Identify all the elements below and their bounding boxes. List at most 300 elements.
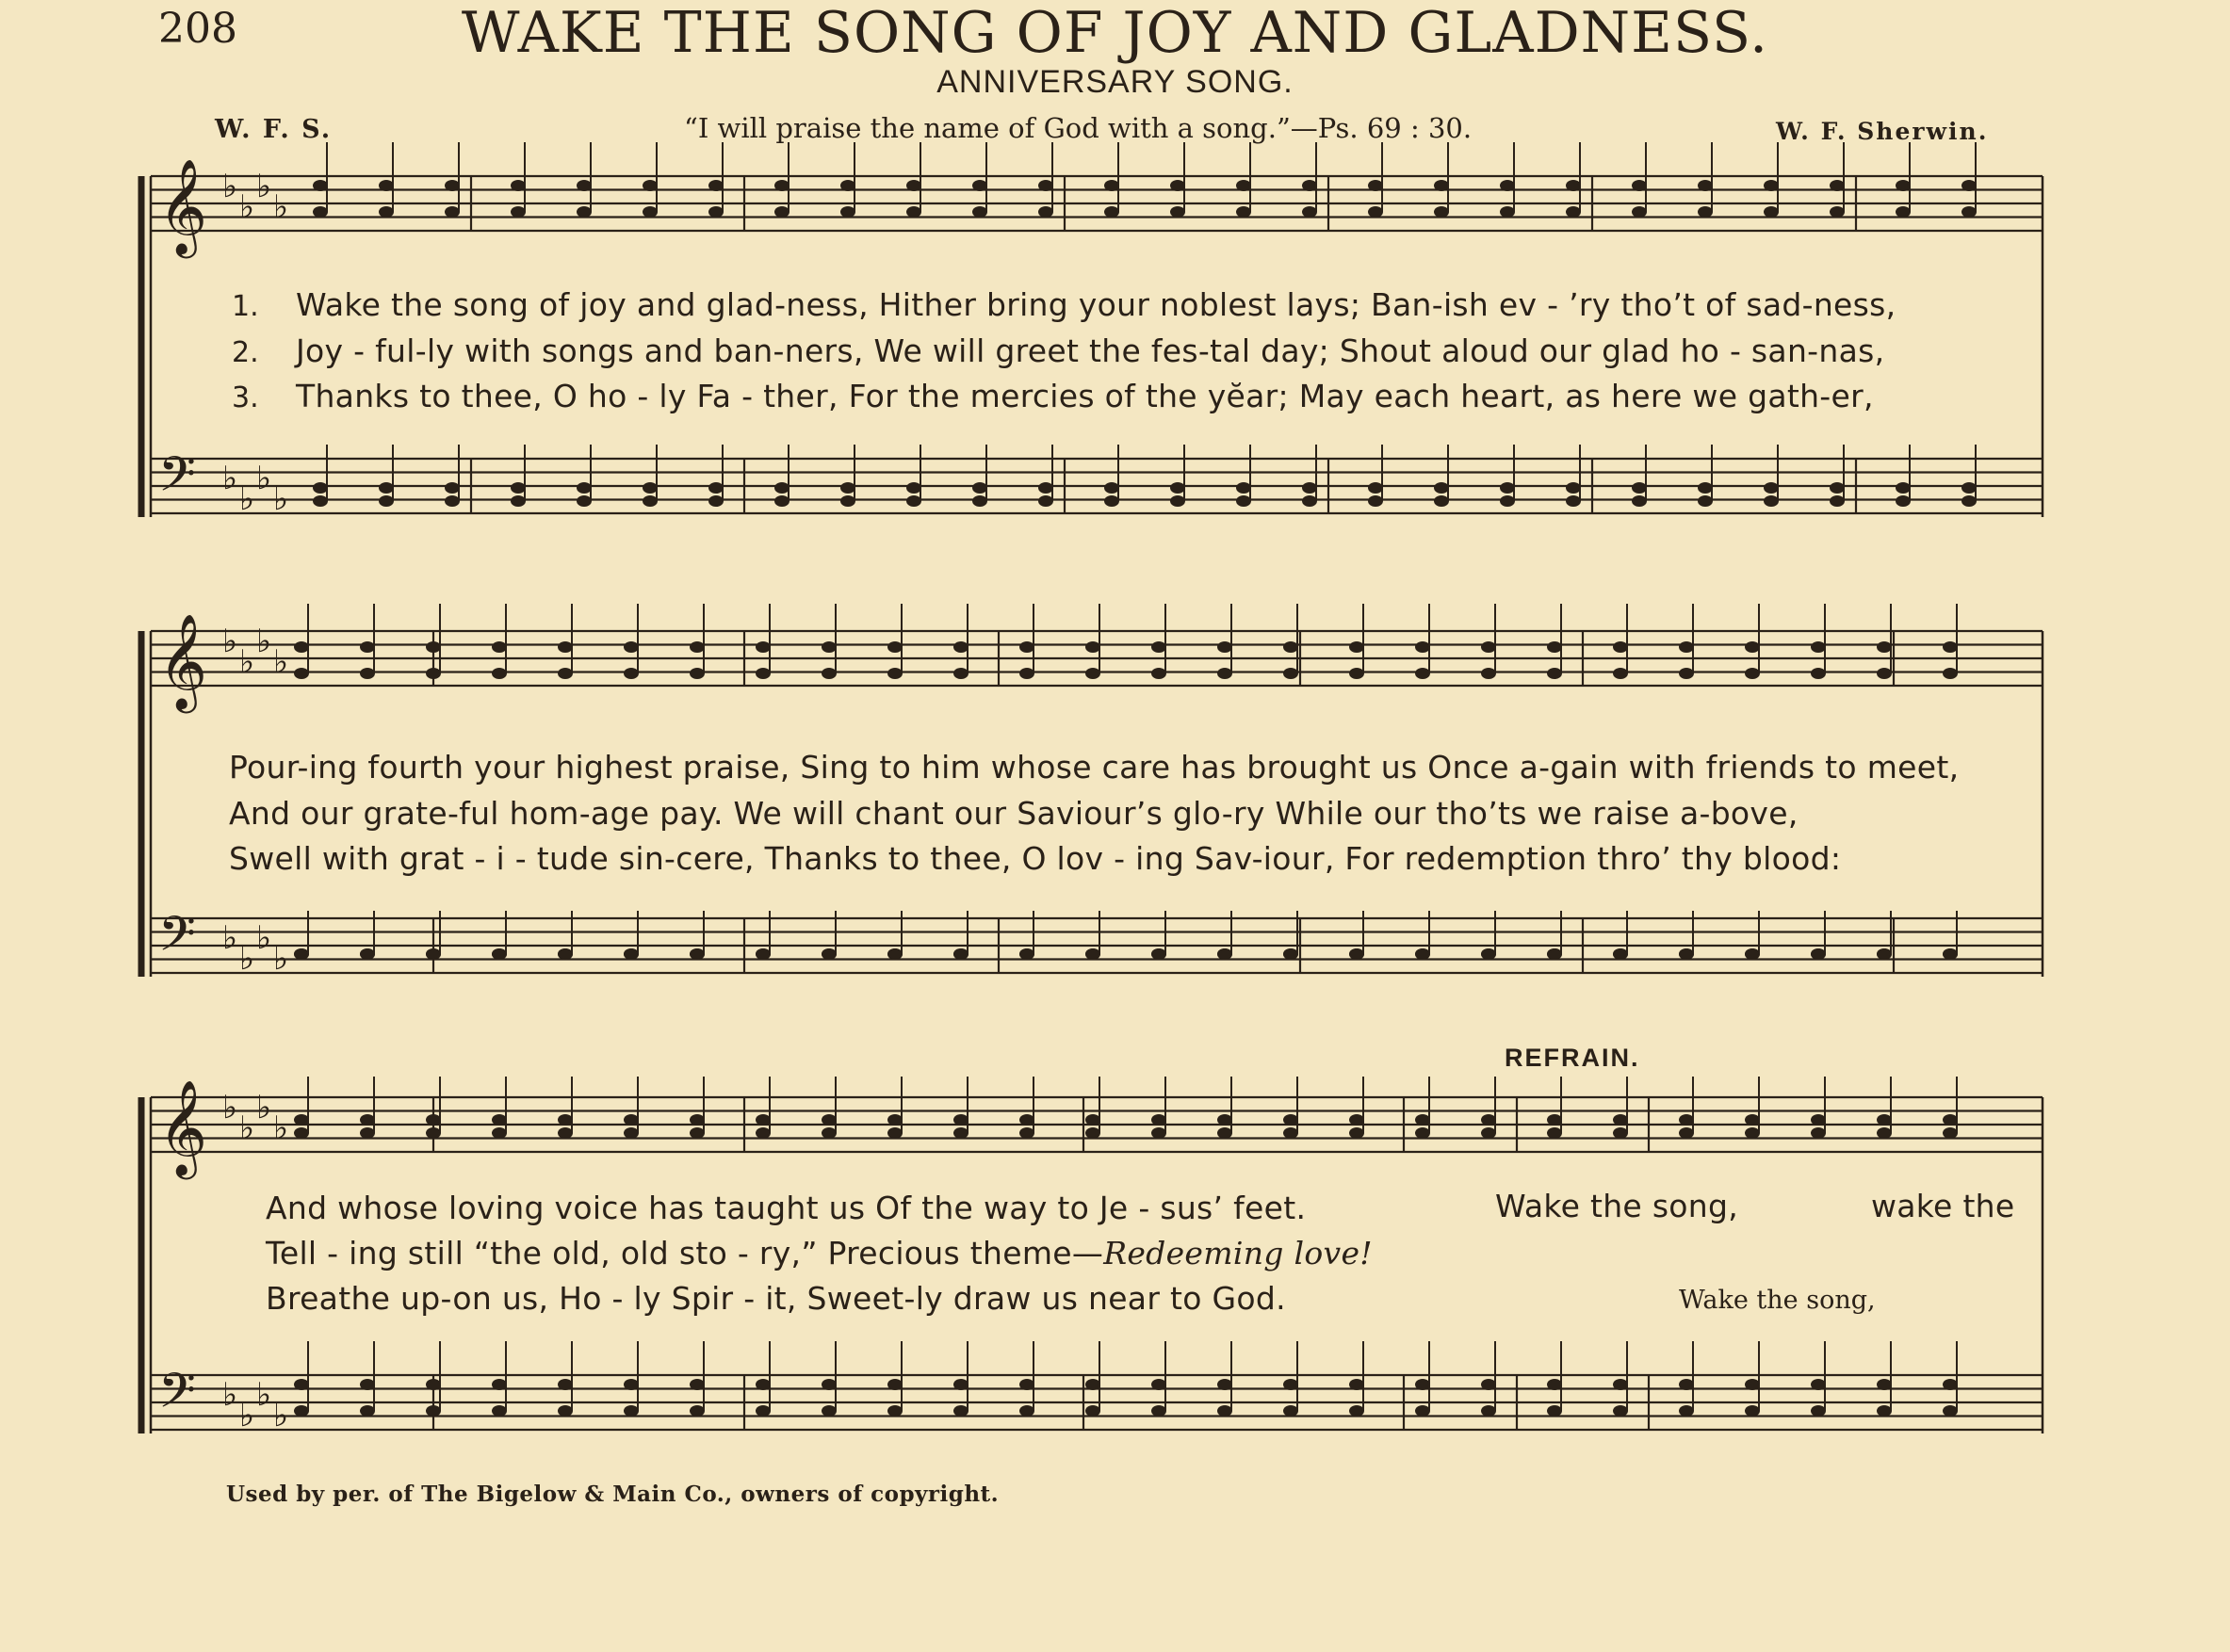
note-head [1830, 180, 1845, 191]
note-head [1830, 206, 1845, 218]
note-head [690, 948, 705, 960]
note-head [1500, 495, 1515, 507]
note-head [1811, 1405, 1826, 1417]
flat-sign-icon: ♭ [222, 460, 238, 497]
note-head [1170, 495, 1185, 507]
note-head [426, 1405, 441, 1417]
note-head [1698, 206, 1713, 218]
note-head [887, 641, 903, 653]
note-head [822, 1405, 837, 1417]
note-head [1500, 180, 1515, 191]
note-head [1151, 1379, 1166, 1390]
lyric-line: Joy - ful-ly with songs and ban-ners, We will greet the fes-tal day; Shout aloud our glad ho - san-nas, [296, 332, 1885, 369]
note-head [1085, 1114, 1100, 1126]
note-head [1613, 948, 1628, 960]
note-head [1283, 1127, 1298, 1139]
note-head [690, 641, 705, 653]
note-head [708, 180, 724, 191]
note-head [1764, 180, 1779, 191]
note-head [1283, 641, 1298, 653]
note-head [774, 495, 789, 507]
note-head [953, 668, 969, 679]
note-head [1613, 1114, 1628, 1126]
note-head [1481, 1127, 1496, 1139]
note-head [1217, 641, 1232, 653]
note-head [294, 641, 309, 653]
note-head [294, 1379, 309, 1390]
note-head [313, 180, 328, 191]
note-head [1547, 948, 1562, 960]
note-head [1632, 482, 1647, 494]
note-head [643, 495, 658, 507]
note-head [708, 206, 724, 218]
note-head [1151, 1114, 1166, 1126]
lyric-italic: Redeeming love! [1103, 1235, 1373, 1271]
note-head [690, 1405, 705, 1417]
note-head [426, 1114, 441, 1126]
note-head [1434, 206, 1449, 218]
note-head [1283, 1405, 1298, 1417]
note-head [313, 206, 328, 218]
note-head [708, 495, 724, 507]
note-head [1019, 1405, 1034, 1417]
note-head [1961, 482, 1977, 494]
note-head [1764, 482, 1779, 494]
note-head [426, 948, 441, 960]
note-head [953, 1405, 969, 1417]
note-head [1613, 1379, 1628, 1390]
treble-clef-icon: 𝄞 [158, 1078, 208, 1175]
lyric-line: And whose loving voice has taught us Of the way to Je - sus’ feet. [266, 1190, 1307, 1226]
note-head [1877, 1405, 1892, 1417]
note-head [822, 1114, 837, 1126]
note-head [511, 206, 526, 218]
note-head [1283, 668, 1298, 679]
note-head [1085, 1379, 1100, 1390]
note-head [1217, 668, 1232, 679]
note-head [690, 668, 705, 679]
flat-sign-icon: ♭ [222, 1089, 238, 1126]
note-head [1745, 641, 1760, 653]
note-head [840, 482, 855, 494]
note-head [1085, 1405, 1100, 1417]
note-head [1745, 948, 1760, 960]
note-head [426, 1127, 441, 1139]
note-head [1943, 948, 1958, 960]
note-head [1877, 668, 1892, 679]
lyric-line: Breathe up-on us, Ho - ly Spir - it, Sweet-ly draw us near to God. [266, 1280, 1286, 1317]
note-head [1896, 495, 1911, 507]
note-head [360, 1405, 375, 1417]
note-head [1745, 1127, 1760, 1139]
note-head [1085, 1127, 1100, 1139]
note-head [1038, 180, 1053, 191]
note-head [492, 948, 507, 960]
flat-sign-icon: ♭ [273, 940, 289, 978]
flat-sign-icon: ♭ [256, 1089, 272, 1126]
note-head [1943, 1127, 1958, 1139]
note-head [822, 1127, 837, 1139]
note-head [1217, 1379, 1232, 1390]
note-head [774, 206, 789, 218]
note-head [1019, 668, 1034, 679]
note-head [822, 668, 837, 679]
note-head [690, 1114, 705, 1126]
note-head [1547, 1379, 1562, 1390]
note-head [1415, 1114, 1430, 1126]
note-head [1302, 482, 1317, 494]
hymn-subtitle: ANNIVERSARY SONG. [936, 64, 1294, 100]
lyric-line: And our grate-ful hom-age pay. We will chant our Saviour’s glo-ry While our tho’ts we raise a-bove, [229, 795, 1799, 832]
copyright-footer: Used by per. of The Bigelow & Main Co., owners of copyright. [226, 1482, 1000, 1507]
note-head [1547, 1114, 1562, 1126]
note-head [1547, 641, 1562, 653]
note-head [1830, 482, 1845, 494]
lyric-line: Wake the song of joy and glad-ness, Hither bring your noblest lays; Ban-ish ev - ’ry tho’t of sad-ness, [296, 286, 1896, 323]
note-head [1236, 482, 1251, 494]
flat-sign-icon: ♭ [273, 643, 289, 681]
flat-sign-icon: ♭ [256, 1376, 272, 1414]
note-head [492, 1114, 507, 1126]
note-head [1943, 1405, 1958, 1417]
flat-sign-icon: ♭ [273, 188, 289, 226]
note-head [1613, 668, 1628, 679]
note-head [1877, 1127, 1892, 1139]
note-head [445, 482, 460, 494]
note-head [379, 482, 394, 494]
note-head [624, 948, 639, 960]
note-head [1368, 482, 1383, 494]
note-head [360, 1114, 375, 1126]
note-head [906, 495, 921, 507]
note-head [1434, 495, 1449, 507]
note-head [1566, 482, 1581, 494]
note-head [1349, 1127, 1364, 1139]
note-head [577, 180, 592, 191]
note-head [1811, 1114, 1826, 1126]
note-head [624, 1114, 639, 1126]
note-head [1613, 641, 1628, 653]
note-head [1764, 206, 1779, 218]
note-head [906, 206, 921, 218]
note-head [1368, 180, 1383, 191]
verse-number: 1. [232, 290, 259, 323]
note-head [492, 668, 507, 679]
note-head [1481, 948, 1496, 960]
note-head [360, 641, 375, 653]
note-head [1368, 495, 1383, 507]
note-head [1811, 668, 1826, 679]
composer-name: W. F. Sherwin. [1776, 118, 1989, 145]
flat-sign-icon: ♭ [273, 1109, 289, 1147]
note-head [1679, 1114, 1694, 1126]
note-head [1302, 180, 1317, 191]
note-head [492, 1127, 507, 1139]
note-head [1217, 1127, 1232, 1139]
note-head [1877, 1114, 1892, 1126]
note-head [1698, 482, 1713, 494]
note-head [1170, 482, 1185, 494]
note-head [1019, 1127, 1034, 1139]
note-head [756, 1127, 771, 1139]
note-head [1434, 482, 1449, 494]
note-head [1151, 668, 1166, 679]
note-head [1481, 1379, 1496, 1390]
note-head [972, 482, 987, 494]
note-head [1943, 1379, 1958, 1390]
note-head [756, 668, 771, 679]
note-head [624, 641, 639, 653]
note-head [1500, 482, 1515, 494]
note-head [1547, 668, 1562, 679]
bass-clef-icon: 𝄢 [158, 905, 196, 974]
note-head [445, 206, 460, 218]
note-head [1085, 948, 1100, 960]
note-head [511, 495, 526, 507]
note-head [1349, 668, 1364, 679]
note-head [1745, 1405, 1760, 1417]
note-head [558, 1379, 573, 1390]
note-head [624, 1127, 639, 1139]
note-head [1566, 495, 1581, 507]
note-head [972, 180, 987, 191]
note-head [1085, 641, 1100, 653]
note-head [558, 1114, 573, 1126]
note-head [1349, 641, 1364, 653]
note-head [1566, 206, 1581, 218]
note-head [1961, 180, 1977, 191]
note-head [1038, 206, 1053, 218]
note-head [822, 948, 837, 960]
lyric-line: Swell with grat - i - tude sin-cere, Thanks to thee, O lov - ing Sav-iour, For redemption thro’ thy blood: [229, 840, 1842, 877]
verse-number: 2. [232, 336, 259, 369]
note-head [1764, 495, 1779, 507]
lyric-line: Pour-ing fourth your highest praise, Sing to him whose care has brought us Once a-gain with friends to meet, [229, 749, 1960, 786]
note-head [379, 206, 394, 218]
note-head [426, 1379, 441, 1390]
note-head [1961, 206, 1977, 218]
note-head [840, 495, 855, 507]
note-head [1415, 641, 1430, 653]
flat-sign-icon: ♭ [256, 168, 272, 205]
note-head [294, 1114, 309, 1126]
note-head [294, 1127, 309, 1139]
note-head [511, 180, 526, 191]
flat-sign-icon: ♭ [222, 168, 238, 205]
note-head [774, 482, 789, 494]
note-head [756, 1379, 771, 1390]
note-head [624, 1379, 639, 1390]
note-head [1679, 948, 1694, 960]
note-head [1698, 495, 1713, 507]
note-head [840, 180, 855, 191]
note-head [294, 1405, 309, 1417]
note-head [445, 180, 460, 191]
note-head [690, 1127, 705, 1139]
note-head [643, 482, 658, 494]
note-head [1283, 948, 1298, 960]
note-head [1019, 948, 1034, 960]
note-head [906, 180, 921, 191]
treble-clef-icon: 𝄞 [158, 612, 208, 709]
scripture-reference: “I will praise the name of God with a song.”—Ps. 69 : 30. [684, 112, 1473, 144]
note-head [1632, 180, 1647, 191]
note-head [1019, 1114, 1034, 1126]
note-head [1415, 1405, 1430, 1417]
note-head [1811, 641, 1826, 653]
note-head [708, 482, 724, 494]
note-head [756, 641, 771, 653]
note-head [558, 948, 573, 960]
note-head [1547, 1127, 1562, 1139]
note-head [379, 180, 394, 191]
author-initials: W. F. S. [215, 115, 333, 144]
note-head [360, 948, 375, 960]
note-head [1811, 1379, 1826, 1390]
note-head [1745, 1114, 1760, 1126]
note-head [1236, 495, 1251, 507]
note-head [1434, 180, 1449, 191]
note-head [1896, 180, 1911, 191]
note-head [1019, 641, 1034, 653]
note-head [360, 1379, 375, 1390]
refrain-lyric: Wake the song, [1495, 1188, 1739, 1224]
flat-sign-icon: ♭ [273, 480, 289, 518]
note-head [360, 668, 375, 679]
note-head [887, 1114, 903, 1126]
treble-clef-icon: 𝄞 [158, 157, 208, 254]
note-head [558, 1405, 573, 1417]
note-head [756, 1405, 771, 1417]
note-head [558, 641, 573, 653]
note-head [972, 495, 987, 507]
note-head [1151, 1405, 1166, 1417]
note-head [756, 948, 771, 960]
note-head [1632, 206, 1647, 218]
note-head [953, 948, 969, 960]
note-head [1481, 668, 1496, 679]
note-head [1877, 1379, 1892, 1390]
note-head [558, 668, 573, 679]
note-head [1104, 206, 1119, 218]
note-head [1302, 495, 1317, 507]
note-head [294, 668, 309, 679]
note-head [511, 482, 526, 494]
note-head [1217, 1405, 1232, 1417]
flat-sign-icon: ♭ [273, 1397, 289, 1434]
note-head [360, 1127, 375, 1139]
note-head [887, 1127, 903, 1139]
note-head [577, 482, 592, 494]
note-head [1038, 495, 1053, 507]
flat-sign-icon: ♭ [256, 460, 272, 497]
note-head [1481, 641, 1496, 653]
note-head [1481, 1114, 1496, 1126]
refrain-lyric-end: wake the [1871, 1188, 2015, 1224]
note-head [822, 1379, 837, 1390]
flat-sign-icon: ♭ [239, 188, 255, 226]
note-head [953, 641, 969, 653]
note-head [1679, 641, 1694, 653]
note-head [1679, 1127, 1694, 1139]
note-head [1896, 482, 1911, 494]
note-head [1745, 668, 1760, 679]
note-head [1613, 1127, 1628, 1139]
bass-clef-icon: 𝄢 [158, 1362, 196, 1431]
flat-sign-icon: ♭ [222, 919, 238, 957]
note-head [1104, 180, 1119, 191]
note-head [643, 206, 658, 218]
note-head [1368, 206, 1383, 218]
note-head [1698, 180, 1713, 191]
note-head [1679, 668, 1694, 679]
note-head [1217, 1114, 1232, 1126]
note-head [1236, 206, 1251, 218]
note-head [690, 1379, 705, 1390]
note-head [1415, 948, 1430, 960]
note-head [972, 206, 987, 218]
flat-sign-icon: ♭ [222, 623, 238, 660]
note-head [492, 1379, 507, 1390]
note-head [887, 668, 903, 679]
note-head [1961, 495, 1977, 507]
flat-sign-icon: ♭ [222, 1376, 238, 1414]
note-head [756, 1114, 771, 1126]
note-head [1349, 1114, 1364, 1126]
note-head [1613, 1405, 1628, 1417]
lyric-line [266, 1235, 1373, 1271]
note-head [1679, 1379, 1694, 1390]
note-head [426, 668, 441, 679]
note-head [1170, 206, 1185, 218]
note-head [1830, 495, 1845, 507]
note-head [953, 1114, 969, 1126]
note-head [1217, 948, 1232, 960]
note-head [1745, 1379, 1760, 1390]
note-head [379, 495, 394, 507]
note-head [1302, 206, 1317, 218]
verse-number: 3. [232, 381, 259, 414]
note-head [1283, 1379, 1298, 1390]
note-head [774, 180, 789, 191]
note-head [1811, 1127, 1826, 1139]
flat-sign-icon: ♭ [256, 623, 272, 660]
note-head [1236, 180, 1251, 191]
note-head [643, 180, 658, 191]
refrain-label: REFRAIN. [1505, 1044, 1640, 1072]
note-head [1566, 180, 1581, 191]
lyric-text: Tell - ing still “the old, old sto - ry,” Precious theme— [266, 1235, 1104, 1271]
note-head [1085, 668, 1100, 679]
note-head [492, 1405, 507, 1417]
note-head [492, 641, 507, 653]
note-head [887, 948, 903, 960]
note-head [1038, 482, 1053, 494]
note-head [1943, 668, 1958, 679]
flat-sign-icon: ♭ [239, 1397, 255, 1434]
note-head [887, 1405, 903, 1417]
note-head [294, 948, 309, 960]
note-head [1104, 482, 1119, 494]
note-head [1679, 1405, 1694, 1417]
note-head [1349, 1405, 1364, 1417]
note-head [1415, 668, 1430, 679]
note-head [1283, 1114, 1298, 1126]
note-head [624, 1405, 639, 1417]
note-head [1151, 1127, 1166, 1139]
note-head [577, 206, 592, 218]
note-head [887, 1379, 903, 1390]
